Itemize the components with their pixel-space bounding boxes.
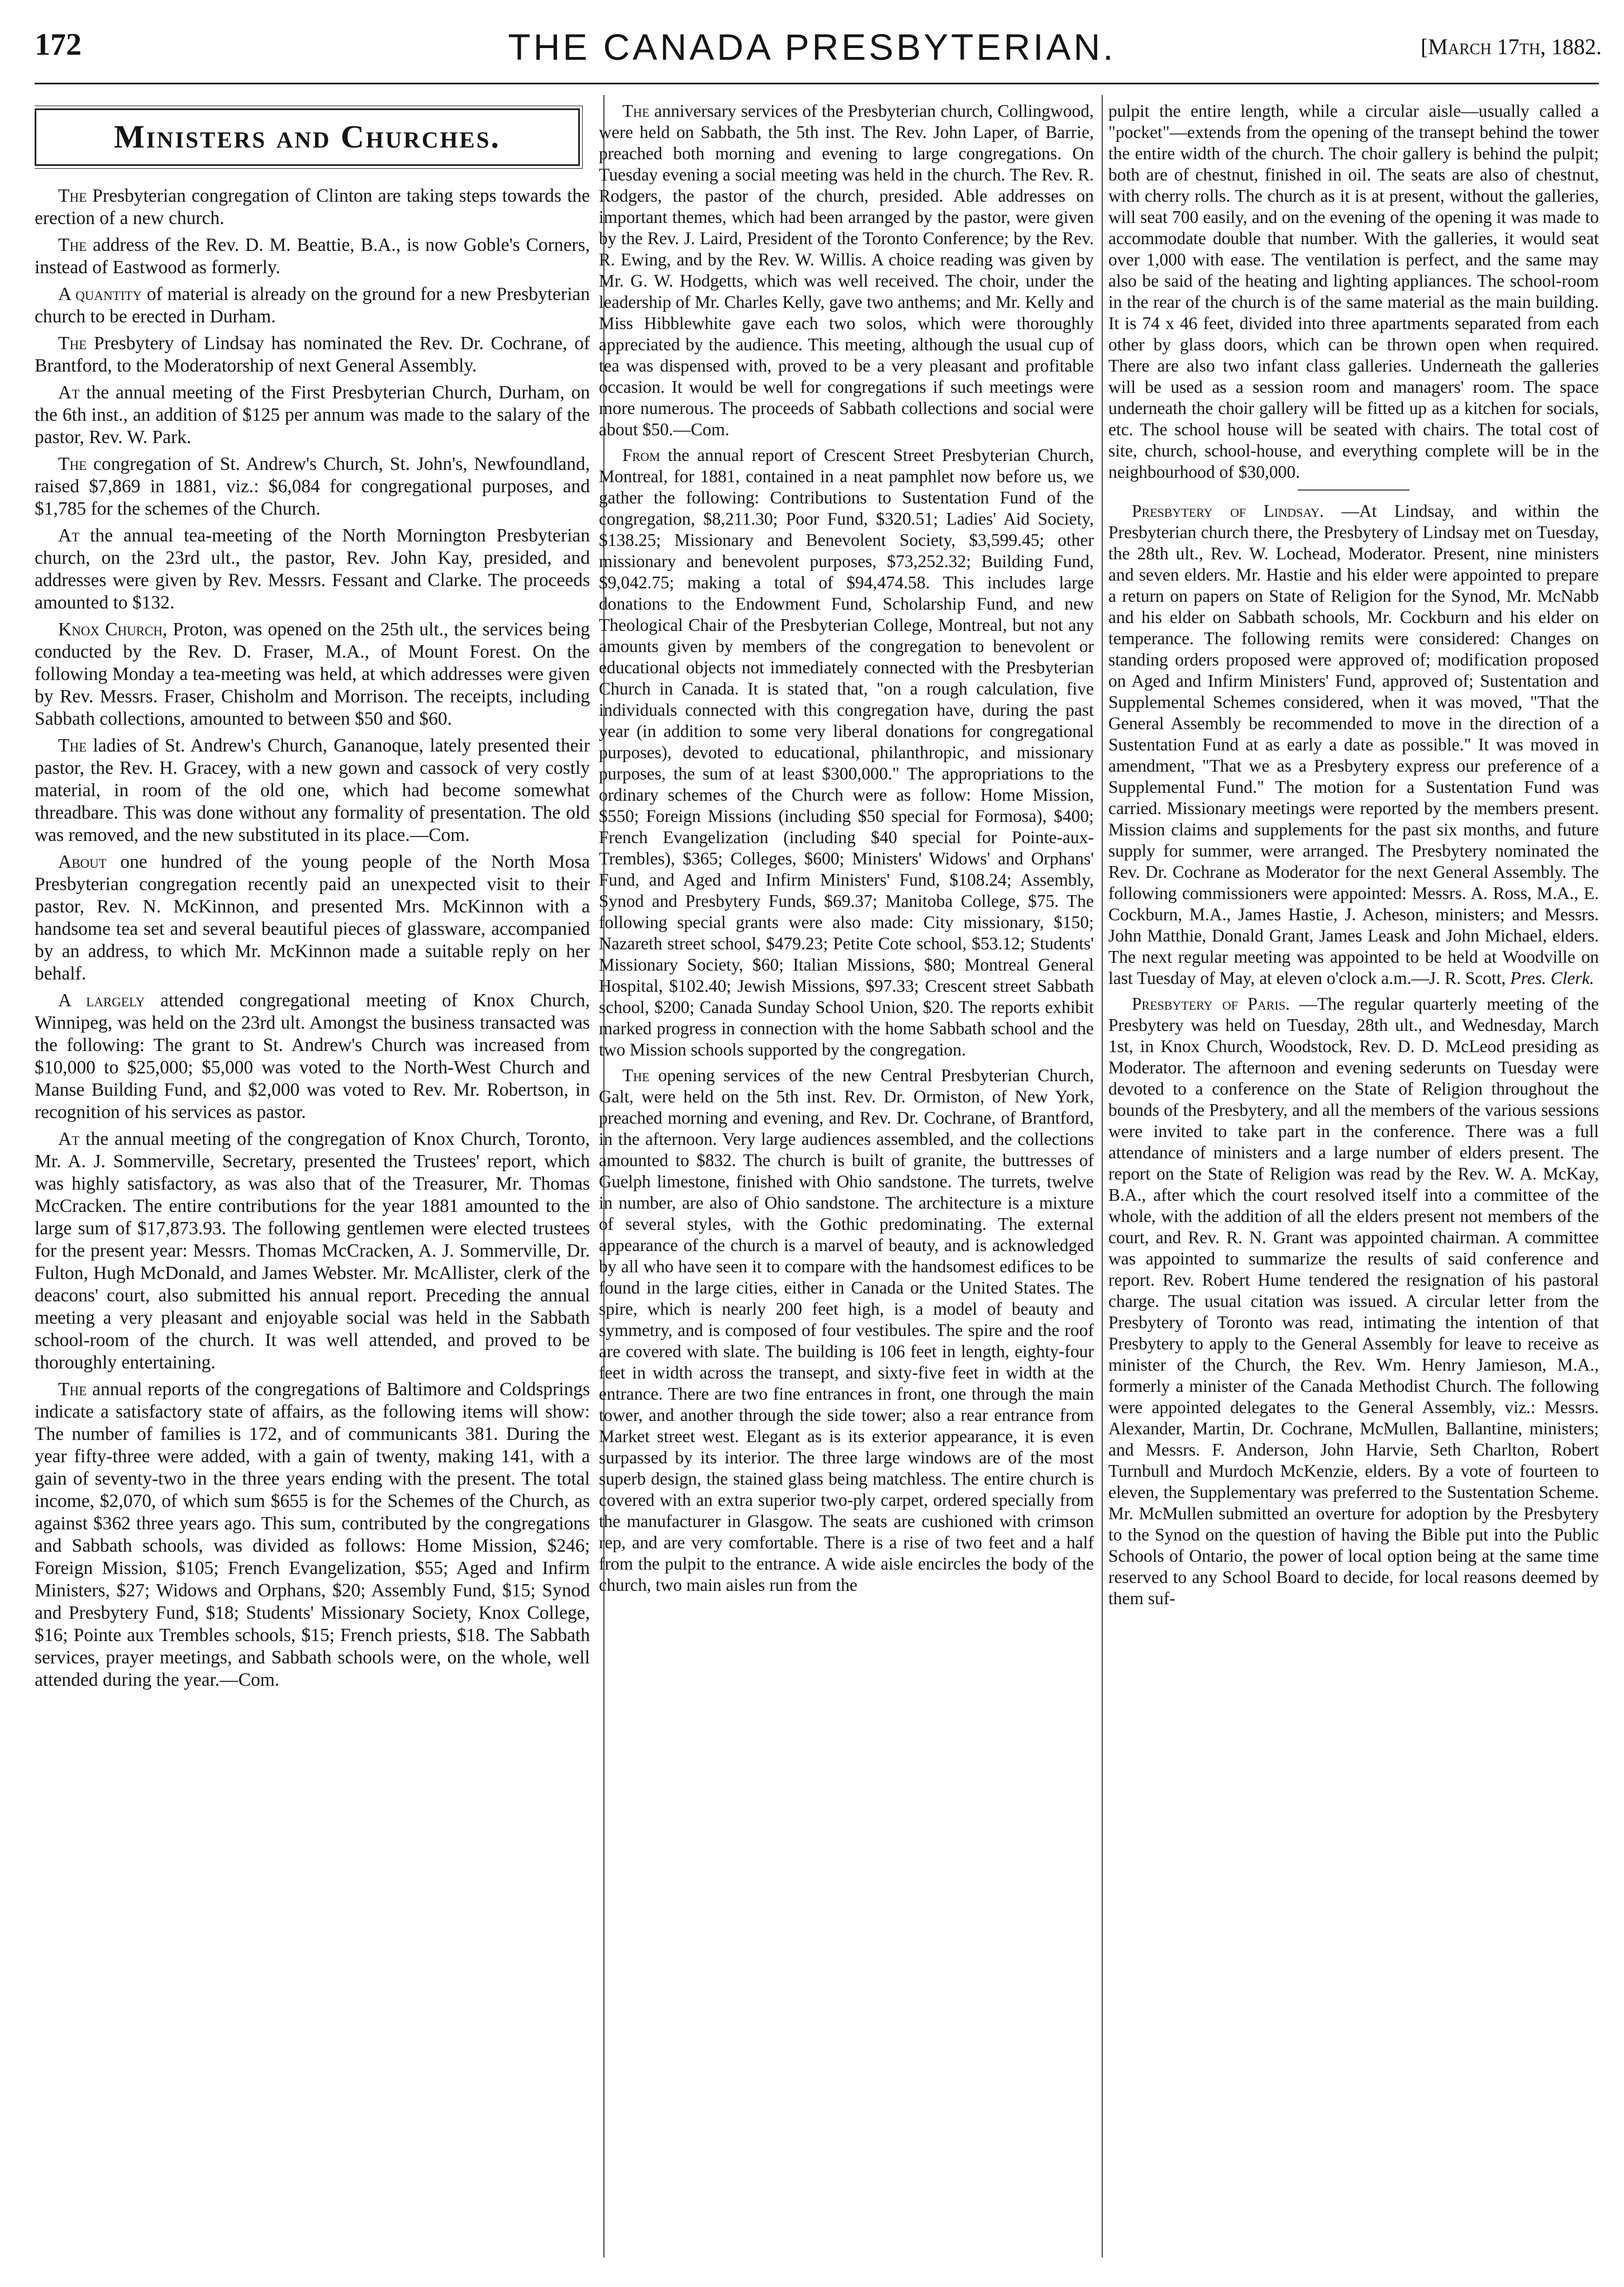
column-2 xyxy=(599,101,1094,2269)
news-item xyxy=(35,735,590,847)
news-item xyxy=(35,332,590,377)
news-item xyxy=(35,851,590,985)
item-body: —The regular quarterly meeting of the Presbytery was held on Tuesday, 28th ult., and Wednesday, March 1st, in Knox Church, Woodstock, Rev. D. D. McLeod presiding as Moderator. The afternoon and evening sederunts on Tuesday were devoted to a conference on the State of Religion throughout the bounds of the Presbytery, and all the members of the various sessions were invited to take part in the conference. There was a full attendance of ministers and a large number of elders present. The report on the State of Religion was read by the Rev. W. A. McKay, B.A., after which the court resolved itself into a committee of the whole, with the addition of all the elders present not members of the court, and Rev. R. N. Grant was appointed chairman. A committee was appointed to summarize the results of said conference and report. Rev. Robert Hume tendered the resignation of his pastoral charge. The usual citation was issued. A circular letter from the Presbytery of Toronto was read, intimating the intention of that Presbytery to apply to the General Assembly for leave to receive as minister of the Church, the Rev. Wm. Henry Jamieson, M.A., formerly a minister of the Canada Methodist Church. The following were appointed delegates to the General Assembly, viz.: Messrs. Alexander, Martin, Dr. Cochrane, McMullen, Ballantine, ministers; and Messrs. F. Anderson, John Harvie, Seth Charlton, Robert Turnbull and Murdoch McKenzie, elders. By a vote of fourteen to eleven, the Supplementary was preferred to the Sustentation Scheme. Mr. McMullen submitted an overture for adoption by the Presbytery to the Synod on the question of having the Bible put into the Public Schools of Ontario, the power of local option being at the same time reserved to any School Board to decide, for local reasons deemed by them suf- xyxy=(1108,994,1599,1608)
page-header xyxy=(0,0,1624,95)
item-lead-word: The xyxy=(58,454,87,474)
item-body: the annual report of Crescent Street Presbyterian Church, Montreal, for 1881, contained in a neat pamphlet now before us, we gather the following: Contributions to Sustentation Fund of the congregation, $8,211.30; Poor Fund, $320.51; Ladies' Aid Society, $138.25; Missionary and Benevolent Society, $3,599.45; other missionary and benevolent purposes, $73,252.32; Building Fund, $9,042.75; making a total of $94,474.58. This includes large donations to the Endowment Fund, Scholarship Fund, and new Theological Chair of the Presbyterian College, Montreal, but not any amounts given by members of the congregation to benevolent or educational objects not immediately connected with the Presbyterian Church in Canada. It is stated that, "on a rough calculation, five individuals connected with this congregation have, during the past year (in addition to some very liberal donations for congregational purposes), devoted to educational, philanthropic, and missionary purposes, the sum of at least $300,000." The appropriations to the ordinary schemes of the Church were as follow: Home Mission, $550; Foreign Missions (including $50 special for Formosa), $400; French Evangelization (including $40 special for Pointe-aux-Trembles), $365; Colleges, $600; Ministers' Widows' and Orphans' Fund, and Aged and Infirm Ministers' Fund, $108.24; Assembly, Synod and Presbytery Funds, $69.37; Manitoba College, $75. The following special grants were also made: City missionary, $150; Nazareth street school, $479.23; Petite Cote school, $53.12; Students' Missionary Society, $60; Italian Missions, $80; Montreal General Hospital, $102.40; Jewish Missions, $97.33; Crescent street Sabbath school, $200; Canada Sunday School Union, $20. The reports exhibit marked progress in connection with the home Sabbath school and the two Mission schools supported by the congregation. xyxy=(599,445,1094,1059)
item-body: opening services of the new Central Presbyterian Church, Galt, were held on the 5th inst. Rev. Dr. Ormiston, of New York, preached morning and evening, and Rev. Dr. Cochrane, of Brantford, in the afternoon. Very large audiences assembled, and the collections amounted to $832. The church is built of granite, the buttresses of Guelph limestone, finished with Ohio sandstone. The turrets, twelve in number, are also of Ohio sandstone. The architecture is a mixture of several styles, with the Gothic predominating. The external appearance of the church is a marvel of beauty, and is acknowledged by all who have seen it to compare with the handsomest edifices to be found in the large cities, either in Canada or the United States. The spire, which is nearly 200 feet high, is a model of beauty and symmetry, and is composed of four vestibules. The spire and the roof are covered with slate. The building is 106 feet in length, eighty-four feet in width across the transept, and sixty-five feet in width at the entrance. There are two fine entrances in front, one through the main tower, and another through the side tower; also a rear entrance from Market street west. Elegant as is its exterior appearance, it is even surpassed by its interior. The three large windows are of the most superb design, the stained glass being matchless. The entire church is covered with an extra superior two-ply carpet, ordered specially from the manufacturer in Glasgow. The seats are cushioned with crimson rep, and are very comfortable. There is a rise of two feet and a half from the pulpit to the entrance. A wide aisle encircles the body of the church, two main aisles run from the xyxy=(599,1066,1094,1595)
item-body: Presbytery of Lindsay has nominated the Rev. Dr. Cochrane, of Brantford, to the Moderatorship of next General Assembly. xyxy=(35,333,590,376)
item-body: Presbyterian congregation of Clinton are taking steps towards the erection of a new church. xyxy=(35,186,590,229)
news-item xyxy=(1108,501,1599,989)
item-body: attended congregational meeting of Knox Church, Winnipeg, was held on the 23rd ult. Amongst the business transacted was the following: The grant to St. Andrew's Church was increased from $10,000 to $25,000; $5,000 was voted to the North-West Church and Manse Building Fund, and $2,000 was voted to Rev. Mr. Robertson, in recognition of his services as pastor. xyxy=(35,990,590,1123)
header-rule xyxy=(35,83,1599,84)
item-lead-word: At xyxy=(58,382,80,403)
item-lead-word: The xyxy=(58,1379,87,1400)
item-body: pulpit the entire length, while a circular aisle—usually called a "pocket"—extends from the opening of the transept behind the tower the entire width of the church. The choir gallery is behind the pulpit; both are of chestnut, finished in oil. The seats are also of chestnut, with cherry rolls. The church as it is at present, without the galleries, will seat 700 easily, and on the evening of the opening it was made to accommodate double that number. With the galleries, it would seat over 1,000 with ease. The ventilation is perfect, and the same may also be said of the heating and lighting appliances. The school-room in the rear of the church is of the same material as the main building. It is 74 x 46 feet, divided into three apartments separated from each other by glass doors, which can be thrown open when required. There are also two infant class galleries. Underneath the galleries will be used as a session room and managers' room. The space underneath the choir gallery will be fitted up as a kitchen for socials, etc. The school house will be seated with chairs. The total cost of site, church, school-house, and everything complete will be in the neighbourhood of $30,000. xyxy=(1108,101,1599,482)
item-body: the annual meeting of the congregation of Knox Church, Toronto, Mr. A. J. Sommerville, Secretary, presented the Trustees' report, which was highly satisfactory, as was also that of the Treasurer, Mr. Thomas McCracken. The entire contributions for the year 1881 amounted to the large sum of $17,873.93. The following gentlemen were elected trustees for the present year: Messrs. Thomas McCracken, A. J. Sommerville, Dr. Fulton, Hugh McDonald, and James Webster. Mr. McAllister, clerk of the deacons' court, also submitted his annual report. Preceding the annual meeting a very pleasant and enjoyable social was held in the Sabbath school-room of the church. It was well attended, and proved to be thoroughly entertaining. xyxy=(35,1129,590,1373)
item-body: congregation of St. Andrew's Church, St. John's, Newfoundland, raised $7,869 in 1881, viz.: $6,084 for congregational purposes, and $1,785 for the schemes of the Church. xyxy=(35,454,590,519)
item-lead-word: The xyxy=(58,235,87,255)
section-heading-box xyxy=(35,108,580,166)
item-lead-word: The xyxy=(58,186,87,206)
issue-date: [March 17th, 1882. xyxy=(1420,34,1602,59)
item-lead-word: Knox Church, xyxy=(58,619,168,640)
news-item xyxy=(1108,101,1599,483)
news-item xyxy=(35,234,590,279)
column-3-articles xyxy=(1108,101,1599,1609)
news-item xyxy=(599,101,1094,440)
page-number: 172 xyxy=(35,27,82,62)
news-item xyxy=(599,1065,1094,1596)
news-item xyxy=(35,1128,590,1374)
item-lead-word: At xyxy=(58,525,80,546)
item-body: the annual tea-meeting of the North Mornington Presbyterian church, on the 23rd ult., the pastor, Rev. John Kay, presided, and addresses were given by Rev. Messrs. Fessant and Clarke. The proceeds amounted to $132. xyxy=(35,525,590,613)
news-item xyxy=(35,453,590,520)
item-body: ladies of St. Andrew's Church, Gananoque, lately presented their pastor, the Rev. H. Gracey, with a new gown and cassock of very costly material, in room of the old one, which had become somewhat threadbare. This was done without any formality of presentation. The old was removed, and the new substituted in its place.—Com. xyxy=(35,735,590,845)
news-item xyxy=(35,525,590,614)
item-lead-word: A largely xyxy=(58,990,145,1011)
item-lead-word: The xyxy=(622,101,650,121)
item-body: —At Lindsay, and within the Presbyterian church there, the Presbytery of Lindsay met on Tuesday, the 28th ult., Rev. W. Lochead, Moderator. Present, nine ministers and seven elders. Mr. Hastie and his elder were appointed to prepare a return on papers on State of Religion for the Synod, Mr. McNabb and his elder on Sabbath schools, Mr. Cockburn and his elder on temperance. The following remits were considered: Changes on standing orders proposed were approved of; modification proposed on Aged and Infirm Ministers' Fund, approved of; Sustentation and Supplemental Schemes considered, when it was moved, "That the General Assembly be recommended to move in the direction of a Sustentation Fund at as early a date as possible." It was moved in amendment, "That we as a Presbytery express our preference of a Supplemental Fund." The motion for a Sustentation Fund was carried. Missionary meetings were reported by the members present. Mission claims and supplements for the past six months, and future supply for summer, were arranged. The Presbytery nominated the Rev. Dr. Cochrane as Moderator for the next General Assembly. The following commissioners were appointed: Messrs. A. Ross, M.A., E. Cockburn, M.A., James Hastie, J. Acheson, ministers; and Messrs. John Matthie, Donald Grant, James Leask and John Michael, elders. The next regular meeting was appointed to be held at Woodville on last Tuesday of May, at eleven o'clock a.m.—J. R. Scott, xyxy=(1108,501,1599,988)
item-lead-word: The xyxy=(622,1066,650,1085)
news-item xyxy=(35,619,590,730)
item-lead-word: Presbytery of Lindsay. xyxy=(1132,501,1324,521)
item-body: one hundred of the young people of the North Mosa Presbyterian congregation recently paid an unexpected visit to their pastor, Rev. N. McKinnon, and presented Mrs. McKinnon with a handsome tea set and several beautiful pieces of glassware, accompanied by an address, to which Mr. McKinnon made a suitable reply on her behalf. xyxy=(35,852,590,984)
item-body: annual reports of the congregations of Baltimore and Coldsprings indicate a satisfactory state of affairs, as the following items will show: The number of families is 172, and of communicants 381. During the year fifty-three were added, with a gain of twenty, making 141, with a gain of seventy-two in the three years ending with the present. The total income, $2,070, of which sum $655 is for the Schemes of the Church, as against $362 three years ago. This sum, contributed by the congregations and Sabbath schools, was divided as follows: Home Mission, $246; Foreign Mission, $105; French Evangelization, $55; Aged and Infirm Ministers, $27; Widows and Orphans, $20; Assembly Fund, $15; Synod and Presbytery Fund, $18; Students' Missionary Society, Knox College, $16; Pointe aux Trembles schools, $15; French priests, $18. The Sabbath services, prayer meetings, and Sabbath schools were, on the whole, well attended during the year.—Com. xyxy=(35,1379,590,1690)
item-body: address of the Rev. D. M. Beattie, B.A., is now Goble's Corners, instead of Eastwood as formerly. xyxy=(35,235,590,278)
masthead-title: THE CANADA PRESBYTERIAN. xyxy=(508,26,1116,68)
item-lead-word: The xyxy=(58,735,87,756)
column-1 xyxy=(35,101,590,2269)
item-body: of material is already on the ground for a new Presbyterian church to be erected in Durham. xyxy=(35,284,590,327)
item-body: Proton, was opened on the 25th ult., the services being conducted by the Rev. D. Fraser, M.A., of Mount Forest. On the following Monday a tea-meeting was held, at which addresses were given by Rev. Messrs. Fraser, Chisholm and Morrison. The receipts, including Sabbath collections, amounted to between $50 and $60. xyxy=(35,619,590,729)
news-item xyxy=(35,185,590,230)
news-item xyxy=(1108,993,1599,1609)
clerk-signature: Pres. Clerk. xyxy=(1510,968,1594,988)
section-title: Ministers and Churches. xyxy=(113,118,501,155)
news-item xyxy=(599,445,1094,1061)
news-item xyxy=(35,283,590,328)
item-body: anniversary services of the Presbyterian church, Collingwood, were held on Sabbath, the 5th inst. The Rev. John Laper, of Barrie, preached both morning and evening to large congregations. On Tuesday evening a social meeting was held in the church. The Rev. R. Rodgers, the pastor of the church, presided. Able addresses on important themes, which had been arranged by the pastor, were given by the Rev. J. Laird, President of the Toronto Conference; by the Rev. R. Ewing, and by the Rev. W. Willis. A choice reading was given by Mr. G. W. Hodgetts, which was well received. The choir, under the leadership of Mr. Charles Kelly, gave two anthems; and Mr. Kelly and Miss Hibblewhite gave each two solos, which were thoroughly appreciated by the audience. This meeting, although the usual cup of tea was dispensed with, proved to be a very pleasant and profitable occasion. It would be well for congregations if such meetings were more numerous. The proceeds of Sabbath collections and social were about $50.—Com. xyxy=(599,101,1094,439)
news-item xyxy=(35,1378,590,1691)
item-lead-word: About xyxy=(58,852,107,872)
item-lead-word: From xyxy=(622,445,660,465)
item-lead-word: Presbytery of Paris. xyxy=(1132,994,1290,1014)
item-lead-word: The xyxy=(58,333,87,354)
item-body: the annual meeting of the First Presbyterian Church, Durham, on the 6th inst., an addition of $125 per annum was made to the salary of the pastor, Rev. W. Park. xyxy=(35,382,590,448)
news-item xyxy=(35,382,590,449)
column-3 xyxy=(1108,101,1599,2269)
item-lead-word: A quantity xyxy=(58,284,142,305)
news-item xyxy=(35,990,590,1124)
column-divider xyxy=(1102,95,1103,2257)
column-2-articles xyxy=(599,101,1094,1596)
column-1-articles xyxy=(35,185,590,1691)
item-lead-word: At xyxy=(58,1129,80,1149)
article-divider xyxy=(1298,489,1409,491)
